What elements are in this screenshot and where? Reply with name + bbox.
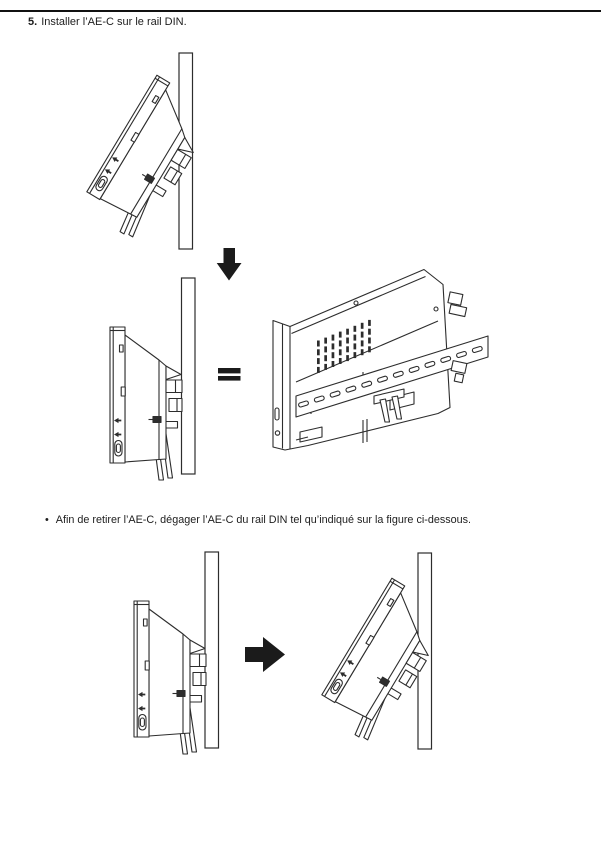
down-arrow-icon bbox=[217, 248, 242, 281]
removal-note-text: Afin de retirer l’AE-C, dégager l’AE-C du rail DIN tel qu’indiqué sur la figure ci-dessous. bbox=[55, 514, 472, 526]
figure-remove-step-seated bbox=[134, 552, 219, 754]
right-arrow-icon bbox=[245, 637, 285, 672]
figure-install-step-tilt bbox=[78, 53, 219, 249]
din-rail-slots bbox=[298, 346, 483, 407]
figure-remove-step-tilt bbox=[313, 553, 454, 749]
page-top-rule bbox=[0, 10, 601, 12]
figure-rear-view-mounted bbox=[273, 270, 488, 451]
vent-grille bbox=[317, 320, 371, 373]
equals-icon bbox=[218, 368, 241, 381]
step-instruction bbox=[28, 16, 187, 29]
bullet-marker: • bbox=[45, 514, 49, 526]
figure-install-step-seated bbox=[110, 278, 195, 480]
step-number: 5. bbox=[28, 16, 38, 28]
removal-note bbox=[45, 514, 590, 527]
step-text: Installer l’AE-C sur le rail DIN. bbox=[41, 16, 187, 28]
